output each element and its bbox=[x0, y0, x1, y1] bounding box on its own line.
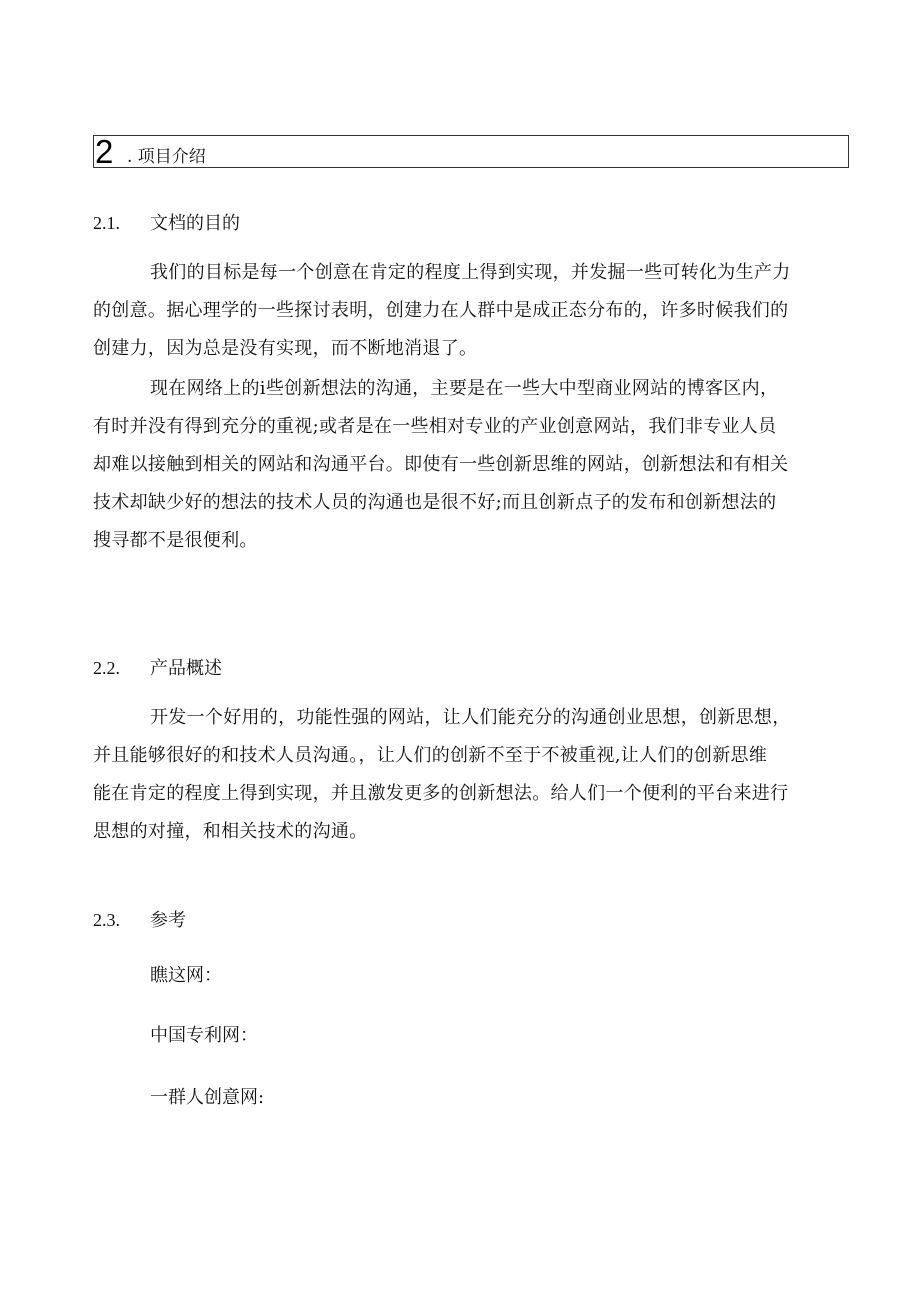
section-heading-2-3 bbox=[93, 908, 186, 933]
section-title: 参考 bbox=[150, 910, 186, 931]
paragraph-purpose-2 bbox=[93, 370, 853, 560]
section-heading-2-2 bbox=[93, 656, 222, 681]
text-line: 却难以接触到相关的网站和沟通平台。即使有一些创新思维的网站，创新想法和有相关 bbox=[93, 454, 789, 475]
text-line: 现在网络上的i些创新想法的沟通，主要是在一些大中型商业网站的博客区内， bbox=[150, 378, 779, 399]
chapter-title: . 项目介绍 bbox=[127, 147, 206, 167]
section-title: 产品概述 bbox=[150, 658, 222, 679]
reference-item: 瞧这网： bbox=[150, 965, 222, 986]
chapter-number: 2 bbox=[95, 133, 114, 170]
section-number: 2.2. bbox=[93, 658, 120, 678]
text-line: 的创意。据心理学的一些探讨表明，创建力在人群中是成正态分布的，许多时候我们的 bbox=[93, 300, 789, 321]
section-title: 文档的目的 bbox=[150, 213, 240, 234]
text-line: 搜寻都不是很便利。 bbox=[93, 530, 258, 551]
text-line: 思想的对撞，和相关技术的沟通。 bbox=[93, 821, 368, 842]
section-number: 2.3. bbox=[93, 910, 120, 930]
reference-item: 一群人创意网: bbox=[150, 1087, 265, 1108]
text-line: 并且能够很好的和技术人员沟通。，让人们的创新不至于不被重视,让人们的创新思维 bbox=[93, 745, 768, 766]
chapter-heading bbox=[93, 135, 849, 168]
section-number: 2.1. bbox=[93, 213, 120, 233]
paragraph-purpose-1 bbox=[93, 254, 853, 368]
text-line: 能在肯定的程度上得到实现，并且激发更多的创新想法。给人们一个便利的平台来进行 bbox=[93, 783, 789, 804]
text-line: 有时并没有得到充分的重视;或者是在一些相对专业的产业创意网站，我们非专业人员 bbox=[93, 416, 777, 437]
section-heading-2-1 bbox=[93, 211, 240, 236]
text-line: 技术却缺少好的想法的技术人员的沟通也是很不好;而且创新点子的发布和创新想法的 bbox=[93, 492, 777, 513]
reference-item: 中国专利网： bbox=[150, 1025, 258, 1046]
text-line: 开发一个好用的，功能性强的网站，让人们能充分的沟通创业思想，创新思想， bbox=[150, 707, 791, 728]
paragraph-overview bbox=[93, 699, 853, 851]
text-line: 创建力，因为总是没有实现，而不断地消退了。 bbox=[93, 338, 478, 359]
text-line: 我们的目标是每一个创意在肯定的程度上得到实现，并发掘一些可转化为生产力 bbox=[150, 262, 791, 283]
